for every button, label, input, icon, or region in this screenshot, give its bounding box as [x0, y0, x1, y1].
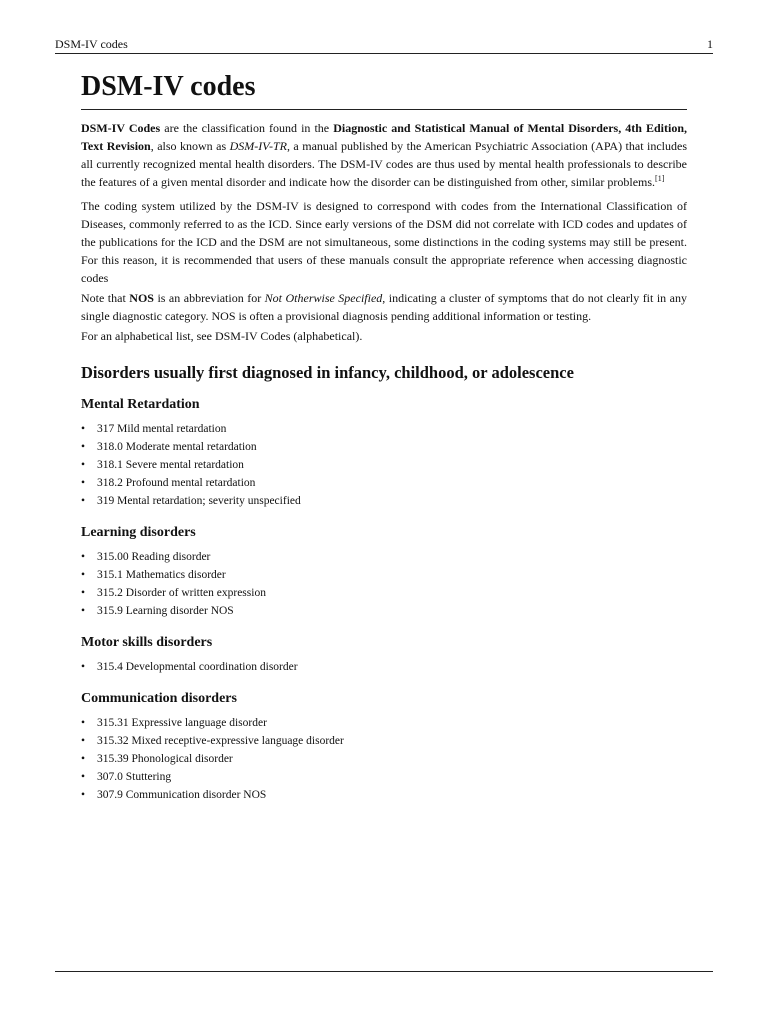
bullet-icon: • — [81, 459, 86, 471]
subsection-heading-motor-skills-disorders: Motor skills disorders — [81, 635, 213, 650]
footer-rule — [55, 971, 713, 972]
code-list-learning-disorders — [81, 548, 687, 620]
code-list-motor-skills-disorders — [81, 658, 687, 676]
page-number: 1 — [707, 37, 713, 51]
list-item: • 315.39 Phonological disorder — [81, 750, 687, 768]
list-item: • 318.0 Moderate mental retardation — [81, 438, 687, 456]
term-dsm-title: Diagnostic and Statistical Manual of Mental Disorders, 4th Edition, Text Revision — [81, 121, 688, 153]
bullet-icon: • — [81, 495, 86, 507]
bullet-icon: • — [81, 753, 86, 765]
bullet-icon: • — [81, 717, 86, 729]
running-header — [55, 36, 713, 54]
bullet-icon: • — [81, 587, 86, 599]
list-item: • 315.31 Expressive language disorder — [81, 714, 687, 732]
bullet-icon: • — [81, 789, 86, 801]
list-item: • 317 Mild mental retardation — [81, 420, 687, 438]
bullet-icon: • — [81, 661, 86, 673]
reference-link[interactable]: [1] — [655, 174, 665, 183]
list-item: • 315.1 Mathematics disorder — [81, 566, 687, 584]
subsection-heading-mental-retardation: Mental Retardation — [81, 397, 200, 412]
list-item: • 318.2 Profound mental retardation — [81, 474, 687, 492]
list-item: • 315.00 Reading disorder — [81, 548, 687, 566]
intro-paragraph-1: DSM-IV Codes are the classification found in the Diagnostic and Statistical Manual of Mental Disorders, 4th Edition, Text Revision, also known as DSM-IV-TR, a manual published by the American Psychiatric Association (APA) that includes all currently recognized mental health disorders. The DSM-IV codes are thus used by mental health professionals to describe the features of a given mental disorder and indicate how the disorder can be distinguished from other, similar problems.[1] — [81, 121, 688, 189]
list-item: • 307.0 Stuttering — [81, 768, 687, 786]
bullet-icon: • — [81, 441, 86, 453]
bullet-icon: • — [81, 423, 86, 435]
bullet-icon: • — [81, 605, 86, 617]
intro-paragraph-nos: Note that NOS is an abbreviation for Not Otherwise Specified, indicating a cluster of symptoms that do not clearly fit in any single diagnostic category. NOS is often a provisional diagnosis pending additional information or testing. — [81, 291, 687, 323]
subsection-heading-learning-disorders: Learning disorders — [81, 525, 196, 540]
code-list-communication-disorders — [81, 714, 687, 804]
term-dsm-iv-tr: DSM-IV-TR — [229, 139, 287, 153]
list-item: • 319 Mental retardation; severity unspecified — [81, 492, 687, 510]
code-list-mental-retardation — [81, 420, 687, 510]
page-title: DSM-IV codes — [81, 68, 687, 110]
intro-paragraph-alphabetical: For an alphabetical list, see DSM-IV Codes (alphabetical). — [81, 329, 363, 343]
section-heading: Disorders usually first diagnosed in infancy, childhood, or adolescence — [81, 363, 574, 382]
list-item: • 315.4 Developmental coordination disorder — [81, 658, 687, 676]
list-item: • 315.2 Disorder of written expression — [81, 584, 687, 602]
term-dsm-iv-codes: DSM-IV Codes — [81, 121, 161, 135]
running-title: DSM-IV codes — [55, 37, 128, 51]
list-item: • 307.9 Communication disorder NOS — [81, 786, 687, 804]
article-content — [81, 68, 687, 804]
header-rule — [55, 53, 713, 54]
bullet-icon: • — [81, 771, 86, 783]
list-item: • 315.9 Learning disorder NOS — [81, 602, 687, 620]
bullet-icon: • — [81, 551, 86, 563]
term-nos: NOS — [129, 291, 154, 305]
bullet-icon: • — [81, 569, 86, 581]
bullet-icon: • — [81, 477, 86, 489]
intro-paragraph-2: The coding system utilized by the DSM-IV is designed to correspond with codes from the International Classification of Diseases, commonly referred to as the ICD. Since early versions of the DSM did not correlate with ICD codes and updates of the publications for the ICD and the DSM are not simultaneous, some distinctions in the coding systems may still be present. For this reason, it is recommended that users of these manuals consult the appropriate reference when accessing diagnostic codes — [81, 199, 687, 285]
list-item: • 315.32 Mixed receptive-expressive language disorder — [81, 732, 687, 750]
subsection-heading-communication-disorders: Communication disorders — [81, 691, 237, 706]
bullet-icon: • — [81, 735, 86, 747]
list-item: • 318.1 Severe mental retardation — [81, 456, 687, 474]
term-not-otherwise-specified: Not Otherwise Specified — [264, 291, 383, 305]
